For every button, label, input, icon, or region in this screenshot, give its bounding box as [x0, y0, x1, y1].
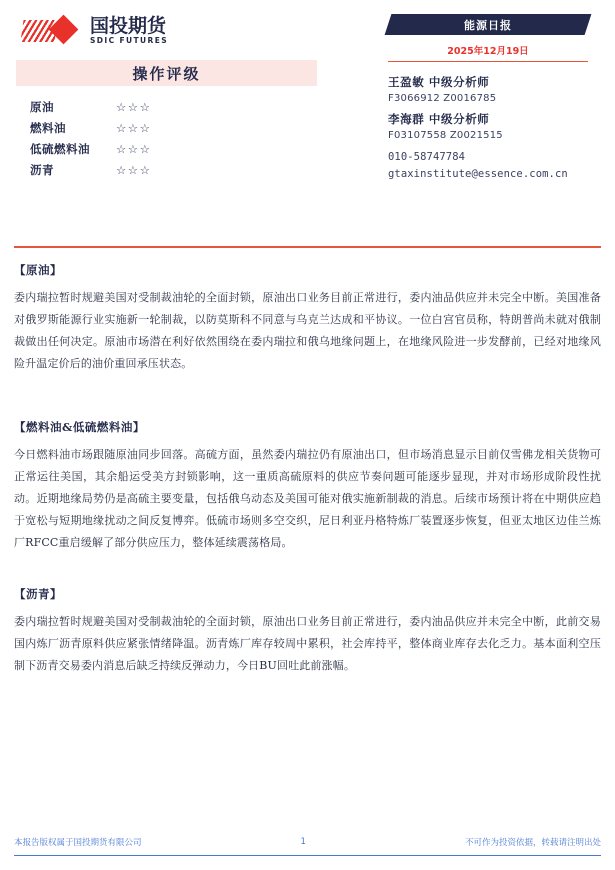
section-fuel-oil: [14, 419, 601, 554]
rating-row: [30, 118, 326, 137]
company-logo: [22, 14, 326, 48]
rating-list: [30, 97, 326, 179]
rating-banner-title: 操作评级: [132, 64, 201, 83]
report-header: [0, 0, 615, 240]
daily-report-banner: [388, 14, 588, 35]
logo-name-cn: 国投期货: [90, 15, 167, 38]
section-text: 委内瑞拉暂时规避美国对受制裁油轮的全面封锁，原油出口业务目前正常进行，委内油品供应并未完全中断，此前交易国内炼厂沥青原料供应紧张情绪降温。沥青炼厂库存较周中累积，社会库持平，整体商业库存去化乏力。基本面利空压制下沥青交易委内消息后缺乏持续反弹动力，今日BU回吐此前涨幅。: [14, 615, 601, 672]
rating-row: [30, 97, 326, 116]
rating-name: 低硫燃料油: [30, 141, 90, 156]
footer-divider: [14, 855, 601, 856]
analyst-name: 李海群 中级分析师: [388, 112, 490, 126]
footer-copyright: 本报告版权属于国投期货有限公司: [14, 837, 142, 848]
rating-row: [30, 160, 326, 179]
analyst-list: [388, 74, 601, 141]
footer-row: [14, 836, 601, 851]
logo-text: [90, 17, 168, 45]
header-right-column: [375, 14, 601, 185]
rating-name: 沥青: [30, 162, 54, 177]
analyst-name: 王盈敏 中级分析师: [388, 75, 490, 89]
section-text: 委内瑞拉暂时规避美国对受制裁油轮的全面封锁，原油出口业务目前正常进行，委内油品供应并未完全中断。美国准备对俄罗斯能源行业实施新一轮制裁，以防莫斯科不同意与乌克兰达成和平协议。一位白宫官员称，特朗普尚未就对俄制裁做出任何决定。原油市场潜在利好依然围绕在委内瑞拉和俄乌地缘问题上，在地缘风险进一步发酵前，已经对地缘风险升温定价后的油价重回承压状态。: [14, 291, 601, 370]
section-title: 【原油】: [14, 263, 62, 277]
rating-stars-icon: ☆☆☆: [116, 162, 152, 177]
section-text: 今日燃料油市场跟随原油同步回落。高硫方面，虽然委内瑞拉仍有原油出口，但市场消息显示目前仅雪佛龙相关货物可正常运往美国，其余船运受美方封锁影响，这一重质高硫原料的供应节奏问题可能逐步显现，并对市场形成阶段性扰动。近期地缘局势仍是高硫主要变量，包括俄乌动态及美国可能对俄实施新制裁的消息。后续市场预计将在中期供应趋于宽松与短期地缘扰动之间反复博弈。低硫市场则多空交织，尼日利亚丹格特炼厂装置逐步恢复，但亚太地区边佳兰炼厂RFCC重启缓解了部分供应压力，整体延续震荡格局。: [14, 448, 601, 549]
contact-block: [388, 151, 601, 180]
rating-row: [30, 139, 326, 158]
rating-name: 燃料油: [30, 120, 66, 135]
section-gap: [14, 393, 601, 419]
header-left-column: [16, 14, 326, 181]
section-asphalt: [14, 586, 601, 677]
contact-phone: 010-58747784: [388, 151, 466, 163]
report-footer: [14, 836, 601, 856]
rating-banner: [16, 60, 317, 86]
rating-stars-icon: ☆☆☆: [116, 141, 152, 156]
analyst-license-code: F03107558 Z0021515: [388, 130, 503, 141]
section-title: 【沥青】: [14, 587, 62, 601]
logo-mark-icon: [22, 16, 88, 46]
footer-disclaimer: 不可作为投资依据，转载请注明出处: [464, 837, 601, 848]
footer-page-number: 1: [300, 836, 306, 847]
section-crude-oil: [14, 262, 601, 375]
section-title: 【燃料油&低硫燃料油】: [14, 420, 145, 434]
report-body: [14, 262, 601, 695]
rating-stars-icon: ☆☆☆: [116, 120, 152, 135]
daily-report-banner-label: 能源日报: [464, 18, 512, 32]
rating-name: 原油: [30, 99, 54, 114]
contact-email[interactable]: gtaxinstitute@essence.com.cn: [388, 168, 568, 180]
analyst-license-code: F3066912 Z0016785: [388, 93, 497, 104]
section-gap: [14, 572, 601, 586]
header-divider: [14, 246, 601, 248]
report-date: 2025年12月19日: [388, 43, 588, 62]
logo-name-en: SDIC FUTURES: [90, 36, 169, 46]
rating-stars-icon: ☆☆☆: [116, 99, 152, 114]
